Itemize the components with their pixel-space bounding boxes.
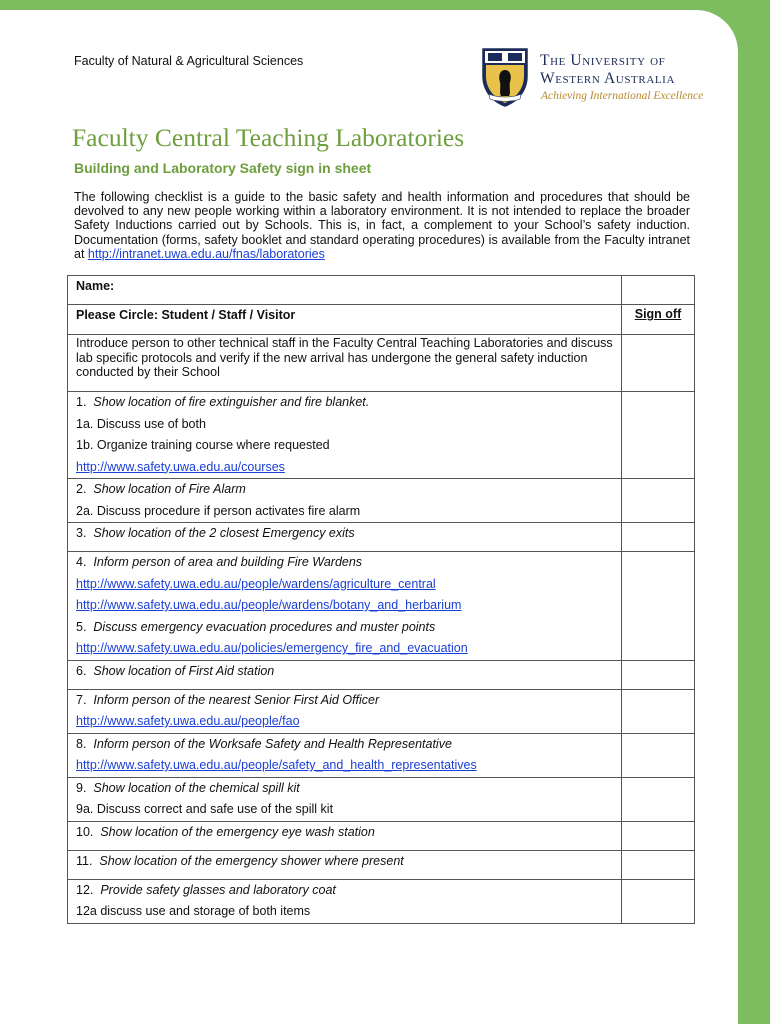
checklist-row-2 [68, 479, 695, 523]
signoff-cell-11[interactable] [622, 850, 695, 879]
item-1: 1. Show location of fire extinguisher and fire blanket. [76, 395, 370, 409]
item-9a: 9a. Discuss correct and safe use of the spill kit [76, 802, 334, 816]
checklist-row-introduce [68, 335, 695, 392]
circle-role-label: Please Circle: Student / Staff / Visitor [76, 308, 296, 322]
intranet-link[interactable]: http://intranet.uwa.edu.au/fnas/laboratories [87, 246, 325, 261]
signoff-cell-7[interactable] [622, 689, 695, 733]
circle-row [68, 305, 695, 335]
signoff-cell-12[interactable] [622, 879, 695, 923]
university-tagline: Achieving International Excellence [541, 90, 704, 102]
university-name [540, 52, 712, 88]
checklist-row-1 [68, 392, 695, 479]
signoff-cell-6[interactable] [622, 660, 695, 689]
name-label: Name: [76, 279, 115, 293]
signoff-cell-9[interactable] [622, 777, 695, 821]
item-1a: 1a. Discuss use of both [76, 416, 206, 431]
safety-checklist-table [67, 275, 695, 924]
item-10: 10. Show location of the emergency eye wash station [76, 824, 375, 839]
item-8: 8. Inform person of the Worksafe Safety and Health Representative [76, 736, 452, 751]
signoff-header: Sign off [634, 307, 682, 321]
health-representatives-link[interactable]: http://www.safety.uwa.edu.au/people/safety_and_health_representatives [76, 758, 477, 772]
first-aid-officer-link[interactable]: http://www.safety.uwa.edu.au/people/fao [76, 714, 300, 728]
wardens-agriculture-link[interactable]: http://www.safety.uwa.edu.au/people/wardens/agriculture_central [76, 576, 436, 591]
checklist-row-8 [68, 733, 695, 777]
introduce-text: Introduce person to other technical staff in the Faculty Central Teaching Laboratories and discuss lab specific protocols and verify if the new arrival has undergone the general safety induction conducted by their School [76, 336, 613, 380]
evacuation-link[interactable]: http://www.safety.uwa.edu.au/policies/emergency_fire_and_evacuation [76, 641, 468, 655]
courses-link[interactable]: http://www.safety.uwa.edu.au/courses [76, 459, 285, 474]
page-subtitle: Building and Laboratory Safety sign in sheet [74, 160, 372, 176]
signoff-cell-2[interactable] [622, 479, 695, 523]
item-9: 9. Show location of the chemical spill kit [76, 780, 300, 795]
wardens-botany-link[interactable]: http://www.safety.uwa.edu.au/people/wardens/botany_and_herbarium [76, 598, 462, 612]
intro-paragraph [74, 190, 690, 261]
faculty-label: Faculty of Natural & Agricultural Sciences [74, 54, 304, 68]
university-name-line2: Western Australia [540, 70, 675, 87]
university-name-line1: The University of [540, 52, 666, 69]
checklist-row-11 [68, 850, 695, 879]
signoff-cell-10[interactable] [622, 821, 695, 850]
item-7: 7. Inform person of the nearest Senior First Aid Officer [76, 692, 380, 707]
signoff-cell-1[interactable] [622, 392, 695, 479]
item-1b: 1b. Organize training course where requested [76, 438, 330, 452]
name-field[interactable] [622, 276, 695, 305]
checklist-row-4 [68, 552, 695, 661]
page-title: Faculty Central Teaching Laboratories [72, 123, 465, 152]
signoff-cell-8[interactable] [622, 733, 695, 777]
checklist-row-7 [68, 689, 695, 733]
item-11: 11. Show location of the emergency shower where present [76, 853, 404, 868]
checklist-row-9 [68, 777, 695, 821]
checklist-row-10 [68, 821, 695, 850]
signoff-cell-introduce[interactable] [622, 335, 695, 392]
checklist-row-6 [68, 660, 695, 689]
checklist-row-3 [68, 523, 695, 552]
checklist-row-12 [68, 879, 695, 923]
item-2a: 2a. Discuss procedure if person activates fire alarm [76, 503, 361, 518]
item-2: 2. Show location of Fire Alarm [76, 482, 246, 496]
university-crest-icon [480, 46, 530, 108]
item-3: 3. Show location of the 2 closest Emergency exits [76, 526, 355, 540]
item-5: 5. Discuss emergency evacuation procedures and muster points [76, 619, 436, 634]
name-row [68, 276, 695, 305]
signoff-cell-3[interactable] [622, 523, 695, 552]
item-4: 4. Inform person of area and building Fire Wardens [76, 555, 363, 569]
signoff-cell-4[interactable] [622, 552, 695, 661]
item-12: 12. Provide safety glasses and laboratory coat [76, 882, 336, 897]
intro-text: The following checklist is a guide to the basic safety and health information and procedures that should be devolved to any new people working within a laboratory environment. It is not intended to replace the broader Safety Inductions carried out by Schools. This is, in fact, a complement to your School’s safety induction. Documentation (forms, safety booklet and standard operating procedures) is available from the Faculty intranet at [74, 190, 690, 261]
item-6: 6. Show location of First Aid station [76, 663, 275, 678]
document-page [0, 10, 738, 1024]
item-12a: 12a discuss use and storage of both items [76, 904, 311, 918]
